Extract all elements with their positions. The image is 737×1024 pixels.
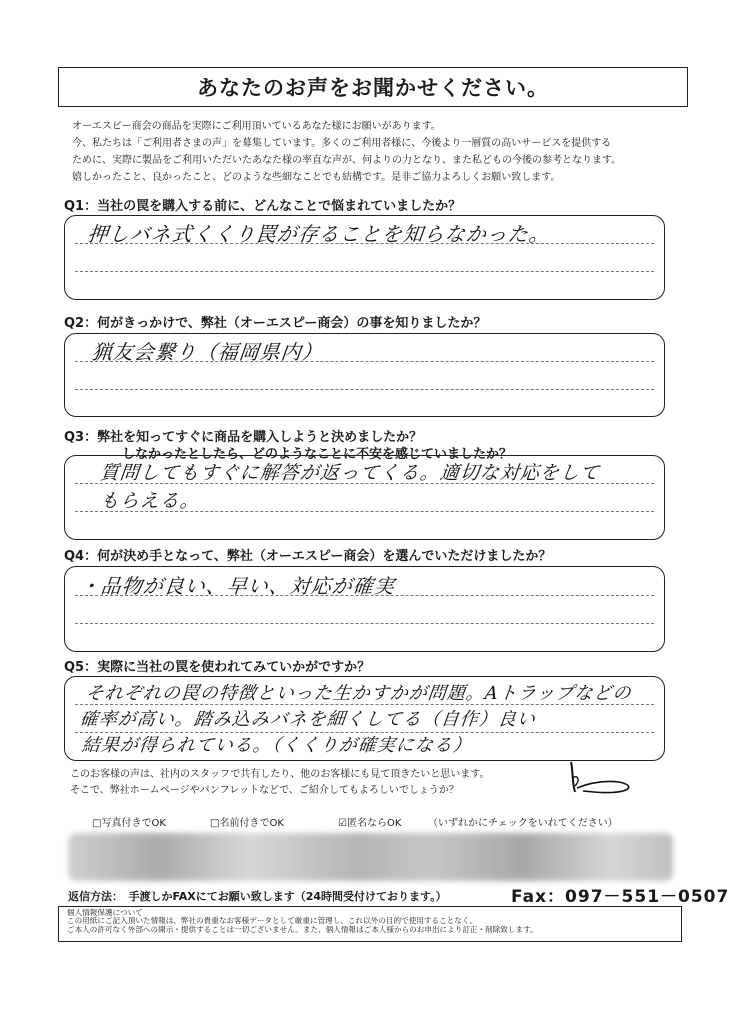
answer-2-text: 猟友会繋り（福岡県内） [90,340,325,364]
question-3-sublabel: しなかったとしたら、どのようなことに不安を感じていましたか？ [122,447,513,462]
return-method-row [68,884,730,907]
intro-text [72,118,692,186]
question-2-label: Q2：何がきっかけで、弊社（オーエスピー商会）の事を知りましたか？ [64,316,487,331]
intro-line: ために、実際に製品をご利用いただいたあなた様の率直な声が、何よりの力となり、また私どもの今後の参考となります。 [72,155,622,166]
question-5-label: Q5：実際に当社の罠を使われてみていかがですか？ [64,660,371,675]
page-title: あなたのお声をお聞かせください。 [197,76,549,100]
intro-line: 嬉しかったこと、良かったこと、どのような些細なことでも結構です。是非ご協力よろしくお願い致します。 [72,172,561,183]
answer-line [75,271,654,272]
option-instruction: （いずれかにチェックをいれてください） [428,818,618,829]
answer-3-line-1: 質問してもすぐに解答が返ってくる。適切な対応をして [98,462,602,484]
option-photo[interactable]: □写真付きでOK [92,818,166,829]
answer-5-line-2: 確率が高い。踏み込みバネを細くしてる（自作）良い [78,709,537,730]
answer-1-text: 押しバネ式くくり罠が存ることを知らなかった。 [86,222,552,246]
option-anonymous[interactable]: ☑匿名ならOK [338,818,402,829]
option-name[interactable]: □名前付きでOK [210,818,284,829]
answer-4-text: ・品物が良い、早い、対応が確実 [78,574,397,598]
return-method-text: 返信方法： 手渡しかFAXにてお願い致します（24時間受付けております。） [68,890,447,903]
answer-3-line-2: もらえる。 [98,490,202,512]
signature-mark [563,758,643,798]
question-3-label: Q3：弊社を知ってすぐに商品を購入しようと決めましたか？ [64,430,423,445]
answer-5-line-3: 結果が得られている。（くくりが確実になる） [80,735,473,756]
answer-5-line-1: それぞれの罠の特徴といった生かすかが問題。Aトラップなどの [84,683,633,704]
answer-line [75,623,654,624]
privacy-heading: 個人情報保護について [67,908,143,917]
fax-number: Fax：097－551－0507 [511,887,730,907]
permission-text-1: このお客様の声は、社内のスタッフで共有したり、他のお客様にも見て頂きたいと思います。 [70,769,490,780]
answer-line [75,389,654,390]
question-1-label: Q1：当社の罠を購入する前に、どんなことで悩まれていましたか？ [64,199,462,214]
question-4-label: Q4：何が決め手となって、弊社（オーエスピー商会）を選んでいただけましたか？ [64,549,552,564]
intro-line: 今、私たちは「ご利用者さまの声」を募集しています。多くのご利用者様に、今後より一層質の高いサービスを提供する [72,138,612,149]
intro-line: オーエスピー商会の商品を実際にご利用頂いているあなた様にお願いがあります。 [72,121,441,132]
title-box [58,67,688,107]
permission-text-2: そこで、弊社ホームページやパンフレットなどで、ご紹介してもよろしいでしょうか？ [70,785,459,796]
privacy-notice [58,906,682,942]
privacy-line: ご本人の許可なく外部への開示・提供することは一切ございません。また、個人情報はご本人様からのお申出により訂正・削除致します。 [67,924,538,934]
redacted-region [68,833,673,881]
privacy-line: この用紙にご記入頂いた情報は、弊社の貴重なお客様データとして厳重に管理し、これ以外の目的で使用することなく、 [67,916,477,926]
